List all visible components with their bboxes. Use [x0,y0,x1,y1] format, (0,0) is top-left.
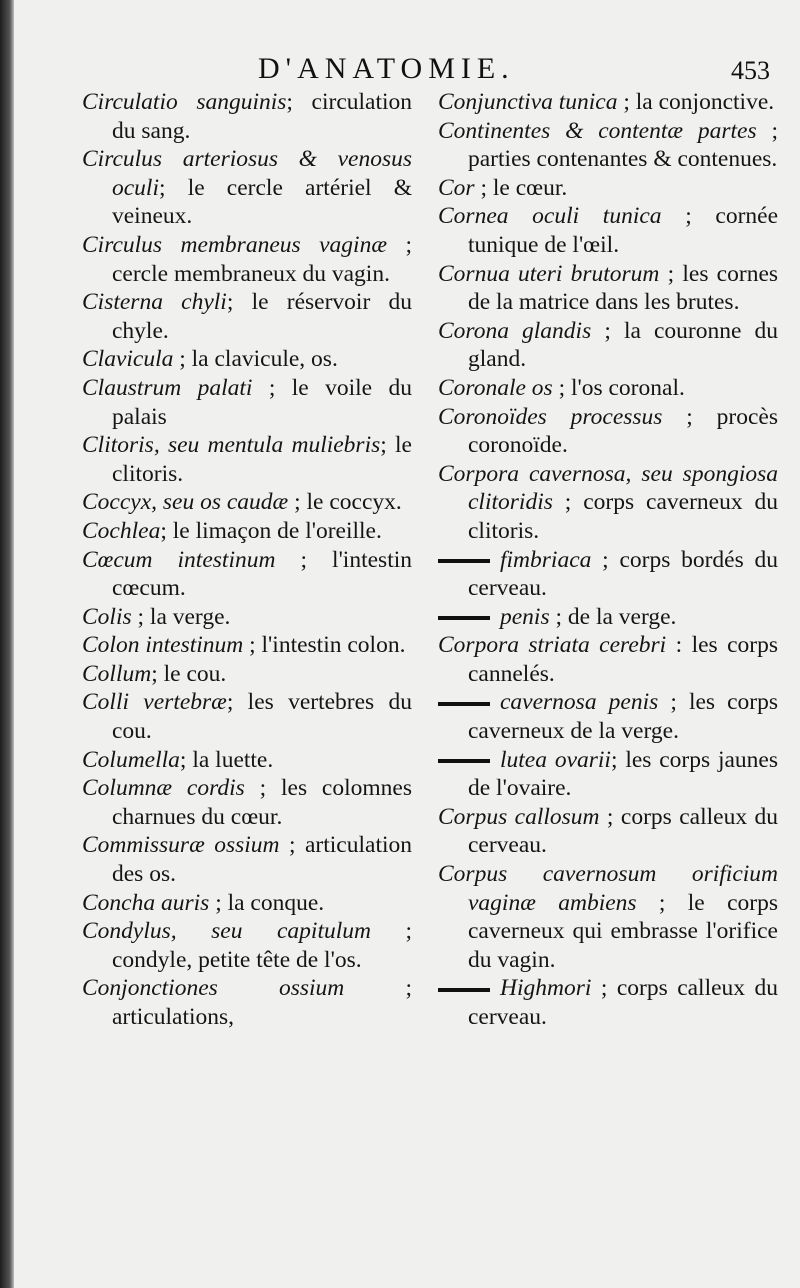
separator: ; [286,89,312,115]
french-definition: les cornes de la matrice dans les brutes. [468,260,779,316]
french-definition: les corps caverneux de la verge. [468,689,779,745]
french-definition: circulation du sang. [112,89,413,144]
separator: ; [151,660,164,687]
separator: ; [252,374,292,401]
latin-term: Coronale os [438,374,553,401]
page-number: 453 [731,56,770,85]
glossary-entry [438,174,778,203]
glossary-entry [82,688,412,745]
latin-term: Colon intestinum [82,632,244,659]
french-definition: cercle membraneux du vagin. [112,260,390,287]
separator: ; [599,803,621,830]
french-definition: corps caverneux du clitoris. [468,489,779,544]
latin-term: Corona glandis [438,317,592,344]
french-definition: corps calleux du cerveau. [468,975,778,1030]
separator: ; [179,746,193,773]
french-definition: l'intestin colon. [261,632,406,659]
separator: ; [659,260,683,287]
glossary-entry [82,431,412,488]
french-definition: le cœur. [492,174,568,201]
glossary-entry [438,974,778,1031]
latin-term: Circulatio sanguinis [82,89,287,115]
separator: ; [387,231,412,258]
french-definition: cornée tunique de l'œil. [468,203,779,258]
latin-term: Cochlea [82,517,161,544]
separator: ; [661,203,716,230]
french-definition: l'intestin cœcum. [112,546,413,602]
french-definition: corps calleux du cerveau. [468,803,778,859]
glossary-entry [438,317,778,374]
latin-term: Commissuræ ossium [82,832,280,859]
french-definition: la conjonctive. [635,89,775,115]
separator: ; [344,975,412,1002]
glossary-column-right [438,88,778,1032]
latin-term: penis [500,603,550,630]
separator: ; [591,317,624,344]
french-definition: de la verge. [567,603,677,630]
separator: ; [288,489,307,516]
glossary-entry [82,603,412,632]
latin-term: Cornea oculi tunica [438,203,662,230]
glossary-entry [82,145,412,231]
latin-term: Cor [438,174,475,201]
separator: ; [617,89,636,115]
french-definition: le voile du palais [112,374,412,430]
latin-term: Claustrum palati [82,374,253,401]
book-page [14,0,800,1288]
separator: ; [610,746,626,773]
glossary-entry [438,603,778,632]
latin-term: fimbriaca [500,546,592,573]
ditto-dash [438,559,490,563]
separator: ; [380,432,396,459]
separator: : [666,632,692,659]
separator: ; [636,889,688,916]
separator: ; [226,289,252,316]
latin-term: Cornua uteri brutorum [438,260,660,287]
french-definition: l'os coronal. [570,374,685,401]
separator: ; [173,346,192,373]
glossary-entry [438,374,778,403]
glossary-entry [438,546,778,603]
ditto-dash [438,988,490,992]
latin-term: Clitoris, seu mentula muliebris [82,432,381,459]
french-definition: articulation des os. [112,832,412,888]
french-definition: la couronne du gland. [468,317,778,373]
french-definition: les corps jaunes de l'ovaire. [468,746,779,802]
french-definition: parties contenantes & contenues. [468,146,778,173]
glossary-entry [82,374,412,431]
french-definition: la conque. [227,889,325,916]
glossary-entry [82,660,412,689]
french-definition: les corps cannelés. [468,632,778,687]
separator: ; [474,174,493,201]
french-definition: le corps caverneux qui embrasse l'orifice du vagin. [468,889,778,973]
book-gutter-shadow [0,0,14,1288]
french-definition: les colomnes charnues du cœur. [112,775,412,830]
glossary-entry [82,231,412,288]
french-definition: la verge. [149,603,231,630]
latin-term: Cisterna chyli [82,289,227,316]
page-header [14,52,800,92]
glossary-entry [438,860,778,974]
latin-term: Cœcum intestinum [82,546,276,573]
separator: ; [160,517,173,544]
glossary-entry [438,631,778,688]
glossary-entry [82,831,412,888]
french-definition: le cou. [163,660,227,687]
glossary-entry [82,88,412,145]
latin-term: Conjunctiva tunica [438,89,618,115]
latin-term: Corpus callosum [438,803,600,830]
glossary-entry [82,546,412,603]
separator: ; [159,174,188,201]
separator: ; [552,489,584,516]
glossary-entry [82,517,412,546]
separator: ; [591,546,620,573]
latin-term: Corpora cavernosa, seu spongiosa clitoridis [438,460,778,516]
separator: ; [658,689,689,716]
french-definition: le cercle artériel & veineux. [112,174,412,230]
glossary-entry [438,260,778,317]
latin-term: Highmori [500,975,592,1002]
separator: ; [549,603,568,630]
latin-term: Continentes & contentæ partes [438,117,757,144]
latin-term: Condylus, seu capitulum [82,918,371,945]
separator: ; [226,689,248,716]
glossary-entry [438,202,778,259]
ditto-dash [438,616,490,620]
french-definition: la clavicule, os. [191,346,338,373]
glossary-entry [82,488,412,517]
latin-term: Circulus arteriosus & venosus oculi [82,146,412,201]
glossary-entry [82,889,412,918]
glossary-entry [438,460,778,546]
latin-term: Clavicula [82,346,174,373]
latin-term: cavernosa penis [500,689,659,716]
separator: ; [275,546,333,573]
latin-term: Colli vertebræ [82,689,227,716]
latin-term: Coccyx, seu os caudæ [82,489,289,516]
glossary-entry [438,117,778,174]
latin-term: Columnæ cordis [82,775,245,802]
separator: ; [552,374,571,401]
glossary-entry [438,403,778,460]
latin-term: Corpus cavernosum orificium vaginæ ambiens [438,861,778,916]
glossary-entry [82,631,412,660]
french-definition: articulations, [112,1004,235,1030]
glossary-entry [82,746,412,775]
french-definition: le limaçon de l'oreille. [172,517,382,544]
separator: ; [243,632,262,659]
french-definition: procès coronoïde. [468,403,779,459]
french-definition: les vertebres du cou. [112,689,412,745]
running-title: D'ANATOMIE. [258,52,515,85]
french-definition: condyle, petite tête de l'os. [112,946,362,973]
latin-term: Conjonctiones ossium [82,975,345,1002]
french-definition: le réservoir du chyle. [112,289,412,344]
latin-term: Columella [82,746,180,773]
glossary-entry [82,974,412,1031]
ditto-dash [438,702,490,706]
latin-term: Concha auris [82,889,210,916]
latin-term: Coronoïdes processus [438,403,663,430]
separator: ; [591,975,617,1002]
latin-term: Corpora striata cerebri [438,632,667,659]
latin-term: Circulus membraneus vaginæ [82,231,387,258]
separator: ; [756,117,779,144]
separator: ; [279,832,305,859]
glossary-entry [438,803,778,860]
french-definition: la luette. [192,746,274,773]
french-definition: le clitoris. [112,432,412,487]
glossary-entry [438,688,778,745]
separator: ; [131,603,150,630]
french-definition: le coccyx. [306,489,402,516]
glossary-entry [82,774,412,831]
separator: ; [244,775,281,802]
glossary-entry [438,88,778,117]
french-definition: corps bordés du cerveau. [468,546,778,602]
latin-term: Colis [82,603,132,630]
latin-term: Collum [82,660,152,687]
glossary-entry [82,345,412,374]
glossary-entry [438,746,778,803]
glossary-entry [82,917,412,974]
glossary-column-left [82,88,412,1032]
separator: ; [209,889,228,916]
separator: ; [370,918,412,945]
latin-term: lutea ovarii [500,746,611,773]
ditto-dash [438,759,490,763]
glossary-entry [82,288,412,345]
separator: ; [662,403,717,430]
